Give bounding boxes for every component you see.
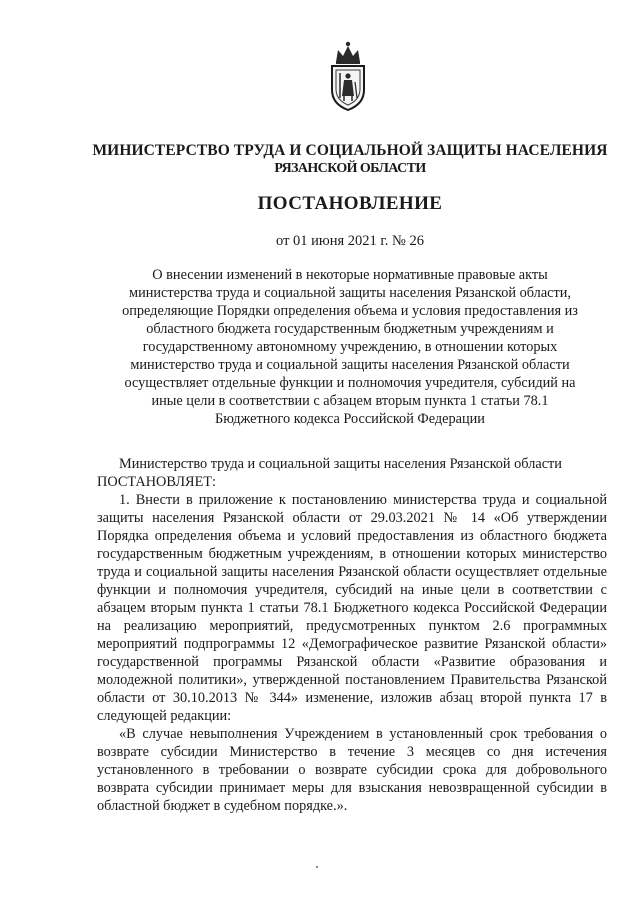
ryazan-coat-of-arms-icon (326, 40, 370, 112)
document-type-title: ПОСТАНОВЛЕНИЕ (257, 193, 443, 214)
coat-of-arms-emblem (326, 40, 370, 112)
page-mark (316, 866, 318, 868)
ministry-name-line-1: МИНИСТЕРСТВО ТРУДА И СОЦИАЛЬНОЙ ЗАЩИТЫ НАСЕЛЕНИЯ (92, 142, 608, 159)
intro-paragraph: Министерство труда и социальной защиты населения Рязанской области (119, 456, 562, 472)
quoted-paragraph: «В случае невыполнения Учреждением в установленный срок требования о возврате субсидии Министерство в течение 3 месяцев со дня истечения установленного в требовании о возврате субсидии срока для добровольного возврата субсидии принимает меры для взыскания невозвращенной субсидии в областной бюджет в судебном порядке.». (97, 726, 607, 814)
item-1-paragraph: 1. Внести в приложение к постановлению министерства труда и социальной защиты населения Рязанской области от 29.03.2021 № 14 «Об утверждении Порядка определения объема и условий предоставления из областного бюджета государственным бюджетным учреждениям, в отношении которых министерство труда и социальной защиты населения Рязанской области осуществляет отдельные функции и полномочия учредителя, субсидий на иные цели в соответствии с абзацем вторым пункта 1 статьи 78.1 Бюджетного кодекса Российской Федерации на реализацию мероприятий, предусмотренных пунктом 2.6 программных мероприятий подпрограммы 12 «Демографическое развитие Рязанской области» государственной программы Рязанской области «Развитие образования и молодежной политики», утвержденной постановлением Правительства Рязанской области от 30.10.2013 № 344» изменение, изложив абзац второй пункта 17 в следующей редакции: (97, 492, 607, 724)
document-body (97, 455, 607, 815)
document-date-number: от 01 июня 2021 г. № 26 (276, 233, 424, 249)
decree-word: ПОСТАНОВЛЯЕТ: (97, 474, 217, 490)
document-subject: О внесении изменений в некоторые нормативные правовые акты министерства труда и социальной защиты населения Рязанской области, определяющие Порядки определения объема и условия предоставления из областного бюджета государственным бюджетным учреждениям и государственному автономному учреждению, в отношении которых министерство труда и социальной защиты населения Рязанской области осуществляет отдельные функции и полномочия учредителя, субсидий на иные цели в соответствии с абзацем вторым пункта 1 статьи 78.1 Бюджетного кодекса Российской Федерации (122, 267, 578, 427)
ministry-name-line-2: РЯЗАНСКОЙ ОБЛАСТИ (274, 161, 426, 176)
